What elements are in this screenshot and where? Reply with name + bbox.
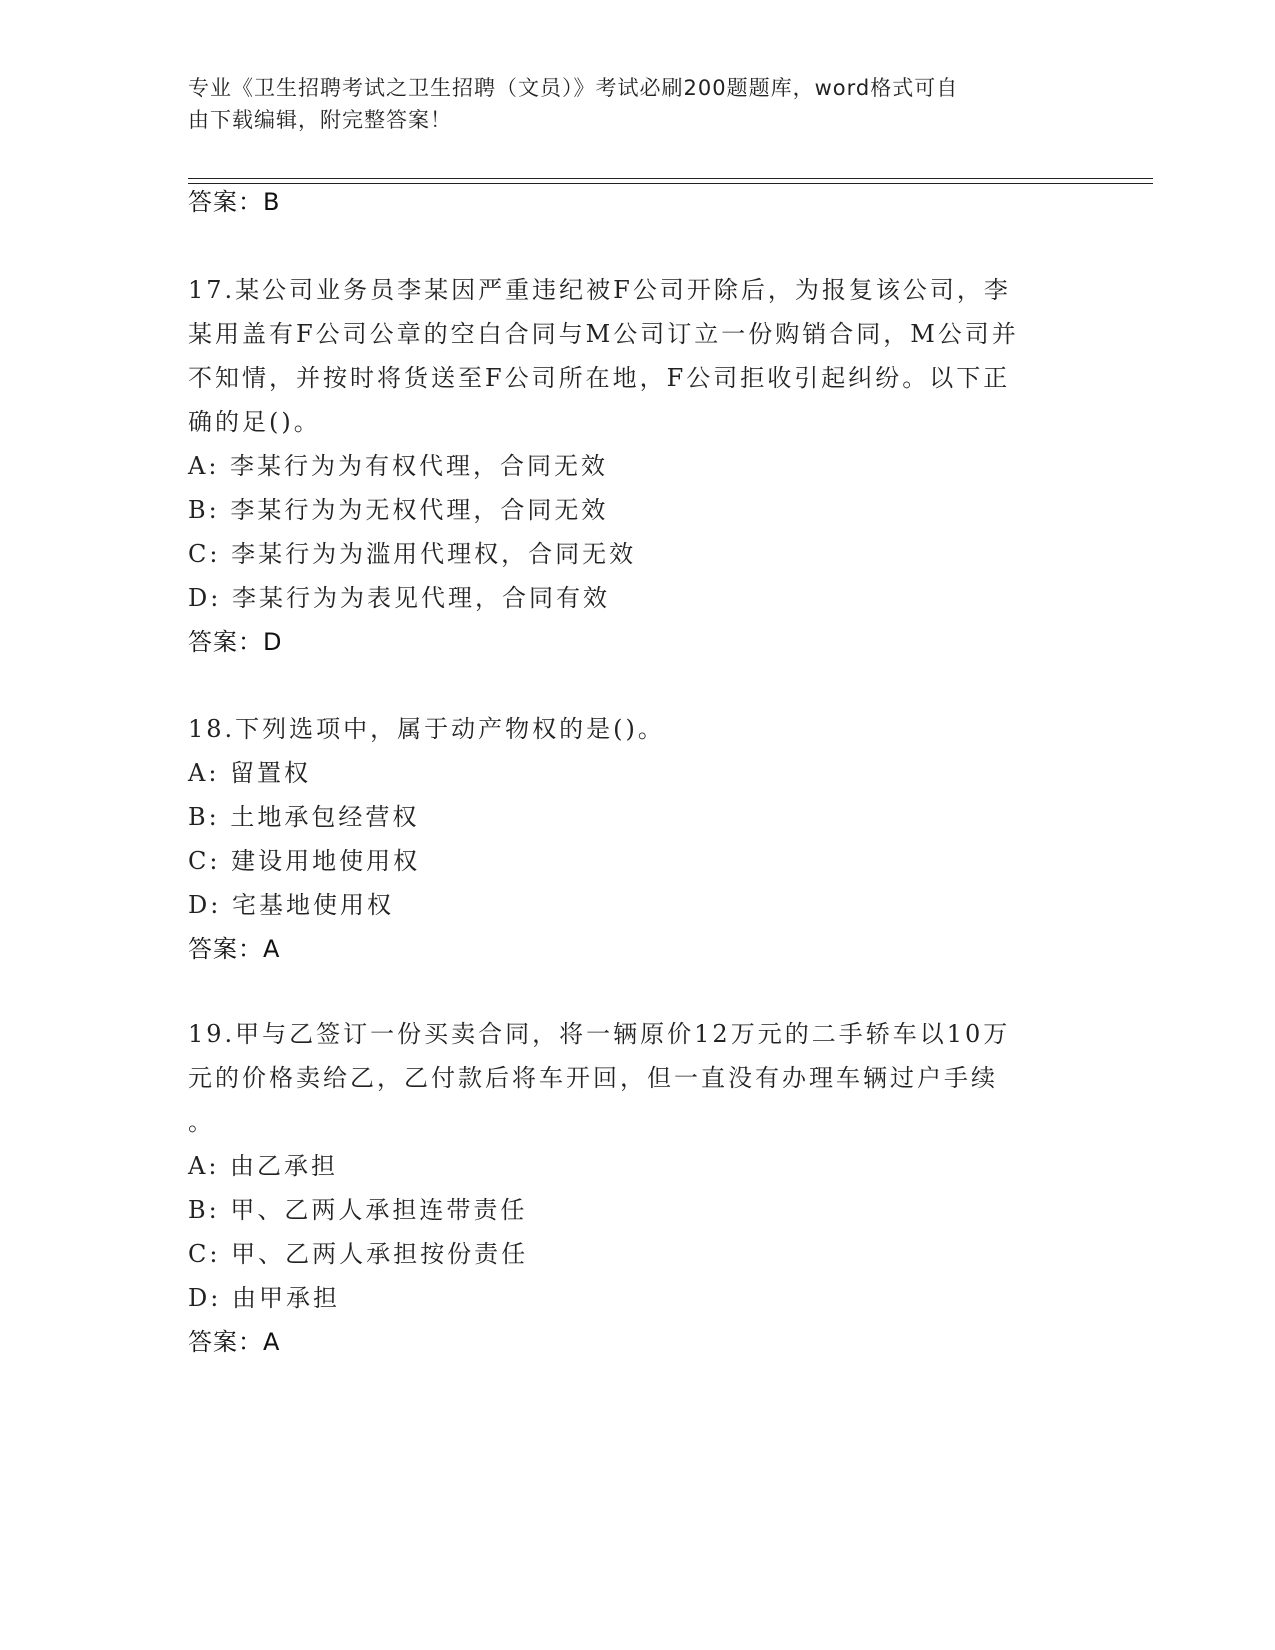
q19-option-b: B: 甲、乙两人承担连带责任 [188,1196,528,1224]
q17-stem-line: 某用盖有F公司公章的空白合同与M公司订立一份购销合同，M公司并 [188,320,1019,348]
header-rule-top [188,178,1153,179]
q17-option-c: C: 李某行为为滥用代理权，合同无效 [188,540,637,568]
q19-stem-line: 元的价格卖给乙，乙付款后将车开回，但一直没有办理车辆过户手续 [188,1064,998,1092]
q18-answer: 答案：A [188,935,281,963]
q18-stem-line: 18.下列选项中，属于动产物权的是()。 [188,715,665,743]
q17-stem-line: 不知情，并按时将货送至F公司所在地，F公司拒收引起纠纷。以下正 [188,364,1011,392]
header-rule-bottom [188,183,1153,184]
q19-option-d: D: 由甲承担 [188,1284,340,1312]
q17-answer: 答案：D [188,628,283,656]
q17-option-b: B: 李某行为为无权代理，合同无效 [188,496,609,524]
q17-stem-line: 17.某公司业务员李某因严重违纪被F公司开除后，为报复该公司，李 [188,276,1011,304]
q18-option-a: A: 留置权 [188,759,312,787]
q19-option-a: A: 由乙承担 [188,1152,339,1180]
q18-option-d: D: 宅基地使用权 [188,891,394,919]
q18-option-b: B: 土地承包经营权 [188,803,420,831]
q19-stem-line: 。 [188,1108,215,1136]
q17-option-d: D: 李某行为为表见代理，合同有效 [188,584,610,612]
q19-stem-line: 19.甲与乙签订一份买卖合同，将一辆原价12万元的二手轿车以10万 [188,1020,1011,1048]
header-line-2: 由下载编辑，附完整答案！ [188,108,452,132]
q17-stem-line: 确的足()。 [188,408,321,436]
document-header [188,72,1068,136]
q19-option-c: C: 甲、乙两人承担按份责任 [188,1240,529,1268]
answer-16: 答案：B [188,188,281,216]
q18-option-c: C: 建设用地使用权 [188,847,421,875]
q19-answer: 答案：A [188,1328,281,1356]
q17-option-a: A: 李某行为为有权代理，合同无效 [188,452,609,480]
header-line-1: 专业《卫生招聘考试之卫生招聘（文员）》考试必刷200题题库，word格式可自 [188,76,959,100]
